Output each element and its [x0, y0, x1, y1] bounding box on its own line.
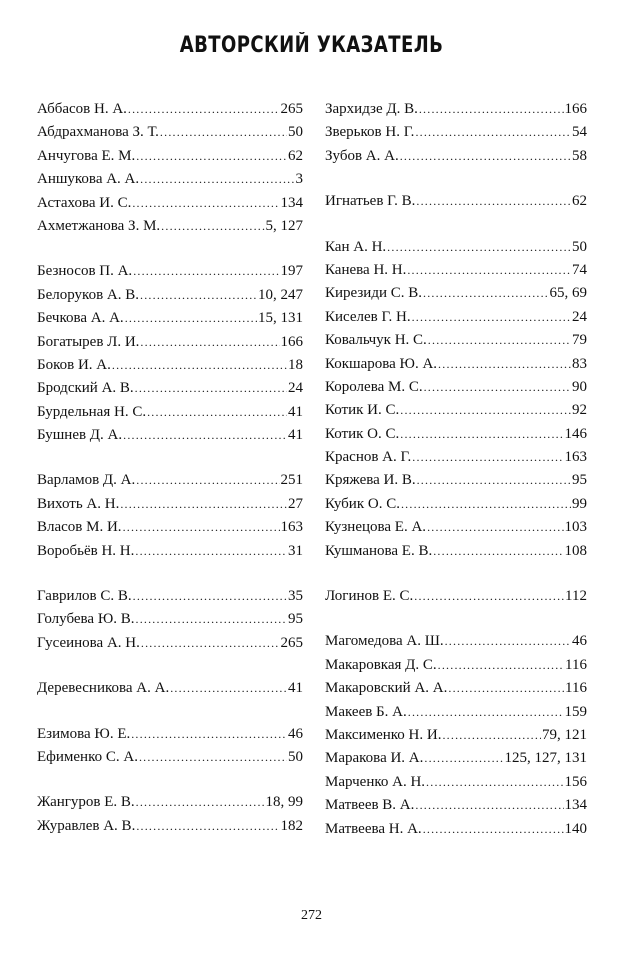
author-name: Ефименко С. А.	[37, 748, 138, 765]
dot-leader	[123, 424, 287, 447]
page-references: 79	[572, 332, 587, 349]
author-name: Канева Н. Н.	[325, 261, 407, 278]
dot-leader	[407, 259, 571, 282]
dot-leader	[136, 145, 287, 168]
author-name: Боков И. А.	[37, 356, 111, 373]
index-entry	[37, 493, 303, 516]
page-references: 65, 69	[549, 285, 587, 302]
index-entry	[325, 677, 587, 700]
index-entry	[325, 329, 587, 352]
page-references: 31	[288, 542, 303, 559]
index-entry	[37, 746, 303, 769]
dot-leader	[423, 818, 564, 841]
index-entry	[325, 353, 587, 376]
index-entry	[37, 677, 303, 700]
index-entry	[37, 331, 303, 354]
index-entry	[37, 469, 303, 492]
dot-leader	[415, 121, 571, 144]
page-references: 95	[572, 472, 587, 489]
index-entry	[325, 446, 587, 469]
index-entry	[37, 632, 303, 655]
dot-leader	[136, 469, 279, 492]
author-name: Кузнецова Е. А.	[325, 519, 427, 536]
page-references: 95	[288, 611, 303, 628]
index-letter-group	[325, 98, 587, 168]
index-entry	[325, 630, 587, 653]
author-name: Матвеева Н. А.	[325, 820, 422, 837]
author-name: Аншукова А. А.	[37, 171, 140, 188]
author-name: Котик О. С.	[325, 425, 400, 442]
page-references: 74	[572, 261, 587, 278]
author-name: Зверьков Н. Г.	[325, 124, 415, 141]
page-references: 251	[280, 472, 303, 489]
dot-leader	[147, 401, 287, 424]
dot-leader	[125, 307, 257, 330]
page-references: 41	[288, 427, 303, 444]
author-name: Кирезиди С. В.	[325, 285, 422, 302]
author-name: Бурдельная Н. С.	[37, 403, 147, 420]
author-name: Матвеев В. А.	[325, 797, 415, 814]
dot-leader	[128, 98, 280, 121]
dot-leader	[442, 724, 541, 747]
author-name: Анчугова Е. М.	[37, 147, 136, 164]
index-entry	[325, 516, 587, 539]
author-name: Вихоть А. Н.	[37, 495, 120, 512]
dot-leader	[387, 236, 571, 259]
page-references: 62	[288, 147, 303, 164]
author-name: Кан А. Н.	[325, 238, 387, 255]
page-references: 54	[572, 124, 587, 141]
index-entry	[325, 701, 587, 724]
page-references: 125, 127, 131	[504, 750, 587, 767]
dot-leader	[401, 493, 571, 516]
dot-leader	[400, 399, 571, 422]
author-name: Астахова И. С.	[37, 194, 132, 211]
author-name: Логинов Е. С.	[325, 588, 414, 605]
index-entry	[325, 399, 587, 422]
index-entry	[325, 98, 587, 121]
dot-leader	[408, 701, 564, 724]
index-entry	[325, 794, 587, 817]
author-name: Ковальчук Н. С.	[325, 332, 427, 349]
page-references: 159	[564, 703, 587, 720]
index-column-left	[37, 98, 303, 838]
index-letter-group	[325, 585, 587, 608]
page-references: 166	[564, 101, 587, 117]
index-entry	[37, 608, 303, 631]
page-references: 99	[572, 495, 587, 512]
index-entry	[37, 540, 303, 563]
page-references: 18, 99	[265, 794, 303, 811]
dot-leader	[135, 377, 287, 400]
author-name: Киселев Г. Н.	[325, 308, 411, 325]
dot-leader	[140, 331, 279, 354]
index-entry	[325, 724, 587, 747]
index-entry	[325, 121, 587, 144]
author-name: Ахметжанова З. М.	[37, 217, 161, 234]
author-name: Аббасов Н. А.	[37, 101, 127, 117]
dot-leader	[136, 608, 288, 631]
dot-leader	[415, 794, 563, 817]
index-entry	[37, 260, 303, 283]
index-column-right	[325, 98, 587, 841]
dot-leader	[120, 493, 287, 516]
page-references: 134	[564, 797, 587, 814]
dot-leader	[170, 677, 287, 700]
index-entry	[37, 121, 303, 144]
index-entry	[37, 377, 303, 400]
page-references: 103	[564, 519, 587, 536]
page-references: 18	[288, 356, 303, 373]
author-name: Воробьёв Н. Н.	[37, 542, 135, 559]
author-name: Маракова И. А.	[325, 750, 424, 767]
dot-leader	[438, 353, 571, 376]
index-letter-group	[37, 723, 303, 770]
page-references: 58	[572, 147, 587, 164]
dot-leader	[445, 630, 571, 653]
dot-leader	[139, 746, 287, 769]
author-name: Кокшарова Ю. А.	[325, 355, 438, 372]
dot-leader	[136, 815, 279, 838]
page-references: 24	[288, 380, 303, 397]
index-entry	[325, 540, 587, 563]
dot-leader	[433, 540, 563, 563]
author-name: Кряжева И. В.	[325, 472, 416, 489]
dot-leader	[414, 585, 564, 608]
page-references: 108	[564, 542, 587, 559]
index-entry	[325, 190, 587, 213]
page-references: 27	[288, 495, 303, 512]
dot-leader	[135, 540, 287, 563]
dot-leader	[112, 354, 287, 377]
page-references: 41	[288, 680, 303, 697]
dot-leader	[136, 791, 265, 814]
page-references: 156	[564, 773, 587, 790]
index-entry	[325, 771, 587, 794]
author-name: Бродский А. В.	[37, 380, 134, 397]
page-references: 146	[564, 425, 587, 442]
index-entry	[325, 259, 587, 282]
dot-leader	[416, 190, 571, 213]
author-name: Магомедова А. Ш.	[325, 633, 444, 650]
index-letter-group	[37, 260, 303, 447]
index-letter-group	[37, 585, 303, 655]
dot-leader	[423, 282, 549, 305]
page-references: 265	[280, 634, 303, 651]
index-entry	[37, 516, 303, 539]
author-name: Голубева Ю. В.	[37, 611, 135, 628]
page-references: 83	[572, 355, 587, 372]
page-references: 163	[564, 449, 587, 466]
dot-leader	[140, 168, 294, 191]
index-entry	[325, 306, 587, 329]
index-entry	[37, 585, 303, 608]
index-entry	[37, 401, 303, 424]
author-name: Максименко Н. И.	[325, 726, 442, 743]
dot-leader	[427, 516, 563, 539]
author-name: Марченко А. Н.	[325, 773, 426, 790]
author-name: Жангуров Е. В.	[37, 794, 135, 811]
dot-leader	[141, 632, 280, 655]
index-entry	[325, 747, 587, 770]
author-name: Гаврилов С. В.	[37, 588, 132, 605]
page-references: 182	[280, 817, 303, 834]
dot-leader	[140, 284, 257, 307]
page-references: 41	[288, 403, 303, 420]
page-number: 272	[301, 908, 322, 923]
page-references: 5, 127	[265, 217, 303, 234]
author-name: Бушнев Д. А.	[37, 427, 123, 444]
author-name: Краснов А. Г.	[325, 449, 412, 466]
author-name: Варламов Д. А.	[37, 472, 136, 489]
dot-leader	[417, 469, 571, 492]
author-name: Макеев Б. А.	[325, 703, 407, 720]
page-references: 46	[572, 633, 587, 650]
author-name: Макаровский А. А.	[325, 680, 448, 697]
index-entry	[325, 585, 587, 608]
index-entry	[37, 723, 303, 746]
index-entry	[325, 236, 587, 259]
dot-leader	[400, 423, 563, 446]
index-entry	[37, 354, 303, 377]
author-name: Белоруков А. В.	[37, 286, 140, 303]
dot-leader	[426, 771, 563, 794]
index-entry	[37, 815, 303, 838]
index-entry	[325, 493, 587, 516]
page-references: 62	[572, 193, 587, 210]
page-references: 15, 131	[258, 310, 303, 327]
index-letter-group	[325, 236, 587, 563]
index-entry	[37, 145, 303, 168]
author-name: Власов М. И.	[37, 519, 122, 536]
index-entry	[37, 424, 303, 447]
page-references: 90	[572, 378, 587, 395]
index-entry	[37, 284, 303, 307]
dot-leader	[160, 121, 287, 144]
page-references: 92	[572, 402, 587, 419]
index-letter-group	[37, 791, 303, 838]
author-name: Журавлев А. В.	[37, 817, 136, 834]
author-name: Бечкова А. А.	[37, 310, 124, 327]
page-references: 197	[280, 263, 303, 280]
page-references: 163	[280, 519, 303, 536]
dot-leader	[424, 747, 503, 770]
dot-leader	[161, 215, 264, 238]
author-name: Кубик О. С.	[325, 495, 400, 512]
dot-leader	[133, 585, 287, 608]
page-references: 116	[565, 680, 587, 697]
author-name: Абдрахманова З. Т.	[37, 124, 159, 141]
dot-leader	[412, 446, 563, 469]
author-name: Зубов А. А.	[325, 147, 399, 164]
author-name: Королева М. С.	[325, 378, 423, 395]
author-name: Езимова Ю. Е.	[37, 725, 131, 742]
page-references: 79, 121	[542, 726, 587, 743]
index-entry	[325, 282, 587, 305]
page-references: 112	[565, 588, 587, 605]
index-letter-group	[37, 469, 303, 563]
dot-leader	[428, 329, 571, 352]
index-letter-group	[37, 677, 303, 700]
index-letter-group	[325, 630, 587, 841]
index-entry	[325, 469, 587, 492]
dot-leader	[123, 516, 280, 539]
dot-leader	[419, 98, 564, 121]
index-entry	[325, 145, 587, 168]
dot-leader	[131, 723, 287, 746]
index-entry	[37, 215, 303, 238]
index-entry	[37, 791, 303, 814]
page-references: 50	[288, 748, 303, 765]
page-references: 35	[288, 588, 303, 605]
author-name: Котик И. С.	[325, 402, 400, 419]
page-references: 50	[572, 238, 587, 255]
page-references: 140	[564, 820, 587, 837]
index-entry	[37, 98, 303, 121]
author-name: Кушманова Е. В.	[325, 542, 433, 559]
dot-leader	[400, 145, 571, 168]
dot-leader	[412, 306, 571, 329]
index-entry	[325, 423, 587, 446]
index-entry	[37, 192, 303, 215]
author-name: Макаровкая Д. С.	[325, 656, 437, 673]
dot-leader	[133, 260, 279, 283]
page-references: 134	[280, 194, 303, 211]
author-name: Безносов П. А.	[37, 263, 133, 280]
page-references: 3	[295, 171, 303, 188]
page-references: 116	[565, 656, 587, 673]
dot-leader	[132, 192, 279, 215]
author-name: Гусеинова А. Н.	[37, 634, 140, 651]
page-references: 166	[280, 333, 303, 350]
index-letter-group	[325, 190, 587, 213]
dot-leader	[424, 376, 571, 399]
author-name: Богатырев Л. И.	[37, 333, 140, 350]
page-references: 50	[288, 124, 303, 141]
author-name: Игнатьев Г. В.	[325, 193, 416, 210]
index-letter-group	[37, 98, 303, 238]
index-entry	[325, 654, 587, 677]
page-references: 46	[288, 725, 303, 742]
author-name: Зархидзе Д. В.	[325, 101, 418, 117]
dot-leader	[448, 677, 564, 700]
dot-leader	[438, 654, 564, 677]
author-name: Деревесникова А. А.	[37, 680, 170, 697]
index-entry	[325, 376, 587, 399]
index-entry	[37, 307, 303, 330]
page-references: 24	[572, 308, 587, 325]
page-references: 265	[280, 101, 303, 117]
page-references: 10, 247	[258, 286, 303, 303]
page-title: АВТОРСКИЙ УКАЗАТЕЛЬ	[179, 33, 444, 58]
index-entry	[37, 168, 303, 191]
index-entry	[325, 818, 587, 841]
